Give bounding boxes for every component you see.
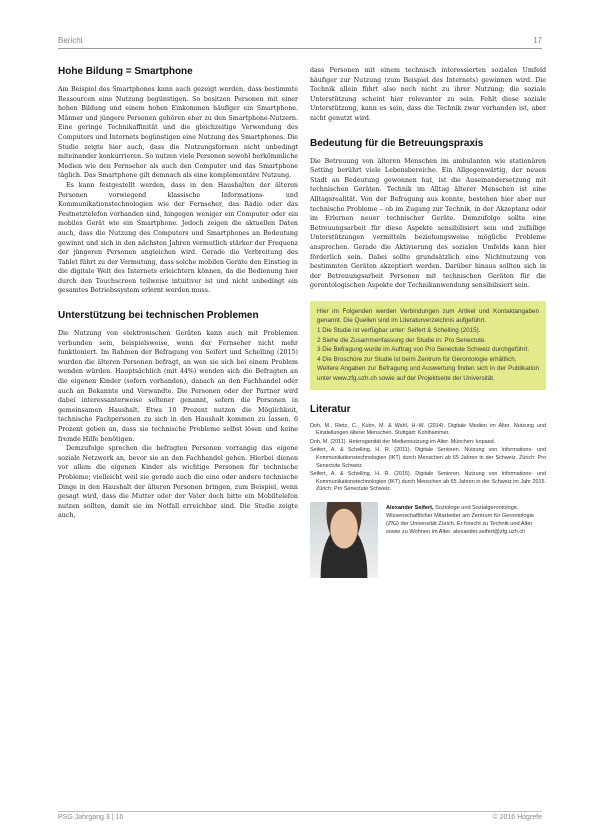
author-photo: [310, 502, 378, 578]
info-box-line: 3 Die Befragung wurde im Auftrag von Pro Senectute Schweiz durchgeführt.: [317, 346, 530, 354]
reference-item: Doh, M. (2011). Heterogenität der Mediennutzung im Alter. München: kopaed.: [310, 438, 496, 445]
info-box-line: 4 Die Broschüre zur Studie ist beim Zentrum für Gerontologie erhältlich.: [317, 355, 517, 363]
header-rule: [58, 48, 542, 49]
paragraph: Es kann festgestellt werden, dass in den Haushalten der älteren Personen vorwiegend klassische Informations- und Kommunikationstechnologien wie der Fernseher, das Radio oder das Festnetztelefon vorhanden sind, hingegen weniger ein Computer oder ein mobiles Gerät wie ein Smartphone. Jedoch zeigen die aktuellen Daten auch, dass die Nutzung des Computers und Smartphones an Bedeutung gewinnt und sich in den nächsten Jahren vermutlich stärker der Frequenz der jüngeren Personen angleichen wird. Gerade die Verbreitung des Tablet führt zu der Vermutung, dass solche mobilen Geräte den Einstieg in die digitale Welt des Internets erleichtern können, da die Bedienung hier durch den Touchscreen teilweise intuitiver ist und nicht unbedingt ein gesamtes Betriebssystem erlernt werden muss.: [58, 181, 298, 295]
paragraph: Die Nutzung von elektronischen Geräten kann auch mit Problemen verbunden sein, beispielsweise, wenn der Fernseher nicht mehr funktioniert. Im Rahmen der Befragung von Seifert und Schelling (2015) wurden die älteren Personen befragt, an wen sie sich bei einem Problem wenden würden. Hauptsächlich (mit 44%) wenden sich die Befragten an die eigenen Kinder (sofern vorhanden), danach an den Fachhandel oder auch an Bekannte und Verwandte. Die Personen oder der Partner wird dabei interessanterweise seltener genannt, sofern die Personen in gemeinsamen Haushalt. Etwa 10 Prozent nutzen die Möglichkeit, technische Fachpersonen zu sich in den Haushalt kommen zu lassen. 6 Prozent geben an, dass sie technische Probleme selbst lösen und keine fremde Hilfe benötigen.: [58, 330, 298, 443]
header-page-number: 17: [533, 36, 542, 45]
heading-hohe-bildung: Hohe Bildung = Smartphone: [58, 66, 193, 77]
info-box: [310, 301, 546, 390]
footer-rule: [58, 811, 542, 812]
right-column: [310, 66, 546, 582]
footer-copyright: © 2016 Hogrefe: [492, 814, 542, 821]
reference-item: Seifert, A. & Schelling, H. R. (2015). Digitale Senioren. Nutzung von Informations- und Kommunikationstechnologien (IKT) durch Menschen ab 65 Jahren in der Schweiz im Jahr 2015. Zürich: Pro Senectute Schweiz.: [310, 471, 546, 493]
author-bio: [386, 504, 546, 536]
info-box-line: Weitere Angaben zur Befragung und Auswertung finden sich in der Publikation unter www.zfg.uzh.ch sowie auf der Projektseite der Universität.: [317, 365, 539, 383]
header-section-label: Bericht: [58, 36, 83, 45]
paragraph: Am Beispiel des Smartphones kann auch gezeigt werden, dass bestimmte Ressourcen eine Nutzung begünstigen. So besitzen Personen mit einer hohen Bildung und einem hohen Einkommen häufiger ein Smartphone. Männer und jüngere Personen gehören eher zu den Smartphone-Nutzern. Eine geringe Technikaffinität und die gleichzeitige Verwendung des Computers und Internets begünstigen eine Nutzung des Smartphones. Die Studie zeigte hier auch, dass die Nutzungsformen nicht unbedingt miteinander konkurrieren. So nutzen viele Personen sowohl herkömmliche Medien wie den Fernseher als auch den Computer und das Smartphone täglich. Das Smartphone gilt demnach als eine komplementäre Nutzung.: [58, 86, 298, 180]
info-box-line: 1 Die Studie ist verfügbar unter: Seifert & Schelling (2015).: [317, 327, 481, 335]
heading-unterstuetzung: Unterstützung bei technischen Problemen: [58, 310, 259, 322]
reference-item: Doh, M., Rietz, C., Kuhn, M. & Wahl, H.-W. (2014). Digitale Medien im Alter. Nutzung und Einstellungen älterer Menschen. Stuttgart: Kohlhammer.: [310, 422, 546, 437]
left-column: [58, 66, 298, 521]
paragraph: dass Personen mit einem technisch interessierten sozialen Umfeld häufiger zur Nutzung (zum Beispiel des Internets) gewinnen wird. Die Technik allein führt also noch nicht zu ihrer Nutzung; die soziale Unterstützung scheint hier relevanter zu sein. Fehlt diese soziale Unterstützung, kann es sein, dass die Technik zwar vorhanden ist, aber nicht genutzt wird.: [310, 67, 546, 122]
info-box-line: 2 Siehe die Zusammenfassung der Studie in: Pro Senectute.: [317, 336, 487, 344]
author-name: Alexander Seifert,: [386, 504, 434, 511]
running-header: [58, 36, 542, 48]
info-box-line: Hier im Folgenden werden Verbindungen zum Artikel und Kontaktangaben genannt. Die Quellen sind im Literaturverzeichnis aufgeführt.: [317, 307, 539, 325]
footer: [58, 814, 542, 824]
footer-journal: PSG Jahrgang 3 | 16: [58, 814, 124, 821]
paragraph: Demzufolge sprechen die befragten Personen vorrangig das eigene soziale Netzwerk an, bevor sie an den Fachhandel gehen. Hierbei dienen vor allem die eigenen Kinder als wichtige Personen für technische Probleme; vielleicht weil sie gerade auch die eine oder andere technische Dinge in den Haushalt der älteren Personen bringen, zum Beispiel, wenn gesagt wird, dass die Mutter oder der Vater doch bitte ein Mobiltelefon nutzen sollten, damit sie im Notfall erreichbar sind. Die Studie zeigte auch,: [58, 445, 298, 520]
reference-item: Seifert, A. & Schelling, H. R. (2011). Digitale Senioren. Nutzung von Informations- und Kommunikationstechnologien (IKT) durch Menschen ab 65 Jahren in der Schweiz. Zürich: Pro Senectute Schweiz.: [310, 447, 546, 469]
heading-betreuungspraxis: Bedeutung für die Betreuungspraxis: [310, 137, 484, 149]
heading-literatur: Literatur: [310, 403, 351, 415]
author-description: Soziologe und Sozialgerontologe, Wissenschaftlicher Mitarbeiter am Zentrum für Gerontologie (ZfG) der Universität Zürich. Er forscht zu Technik und Alter sowie zu Wohnen im Alter. alexander.seifert@zfg.uzh.ch: [386, 504, 534, 535]
paragraph: Die Betreuung von älteren Menschen im ambulanten wie stationären Setting berührt viele Lebensbereiche. Ein Allgegenwärtig, der neuen Stadt an Bedeutung gewonnen hat, ist die Auseinandersetzung mit technischen Geräten. Technik im Alltag älterer Menschen ist eine Alltagsrealität. Von der Befragung aus konnte, bestehen hier aber nur technische Probleme – ob im Zugang zur Technik, in der Akzeptanz oder im Erlernen neuer technischer Geräte. Demzufolge sollte eine Betreuungsarbeit für diese Aspekte sensibilisiert sein und zufällige Unterstützungen vermitteln beziehungsweise mögliche Probleme ansprechen. Gerade die Aktivierung des sozialen Umfelds kann hier förderlich sein. Dabei sollte grundsätzlich eine Nichtnutzung von bestimmten Geräten akzeptiert werden. Darüber hinaus sollten sich in der Betreuungsarbeit Personen mit technischen Geräten für die gerontologischen Aspekte der Technikanwendung sensibilisiert sein.: [310, 157, 546, 290]
reference-list: [310, 423, 546, 494]
author-box: [310, 502, 546, 582]
